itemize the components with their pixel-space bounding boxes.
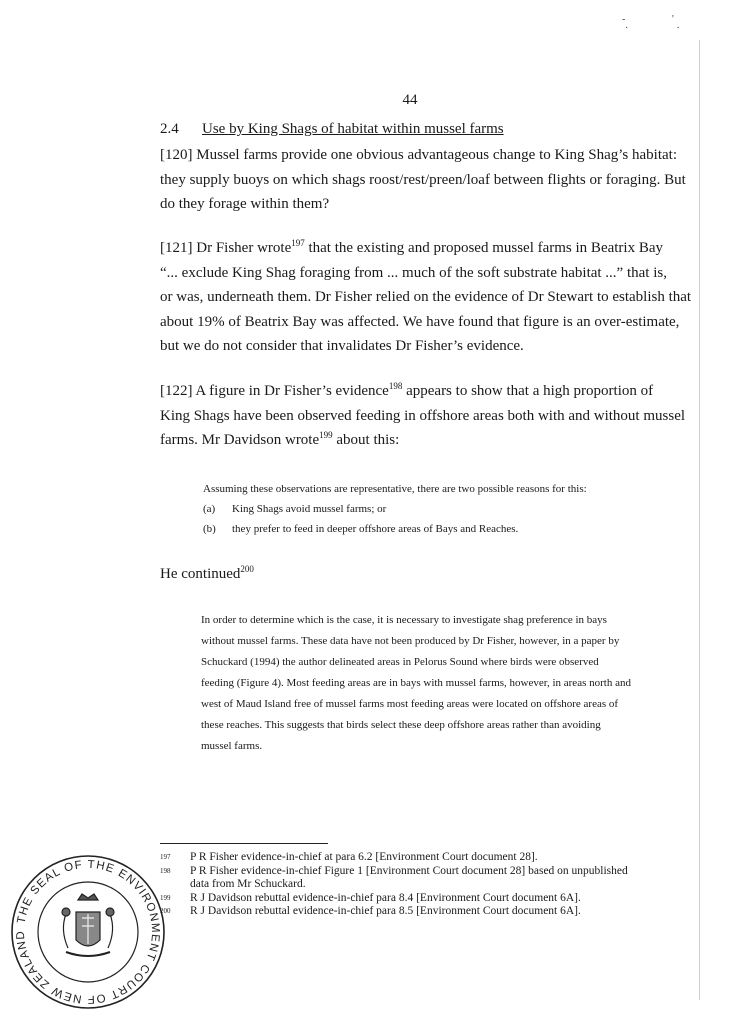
text-run: appears to show that a high proportion of [402, 383, 654, 399]
paragraph-line: but we do not consider that invalidates Dr Fisher’s evidence. [160, 338, 524, 354]
paragraph-line: or was, underneath them. Dr Fisher relied on the evidence of Dr Stewart to establish that [160, 289, 692, 305]
paragraph-line [160, 428, 700, 453]
footnote-199 [160, 892, 628, 906]
quote-line: west of Maud Island free of mussel farms most feeding areas were located on offshore areas of [201, 698, 619, 710]
list-item [203, 519, 587, 539]
list-item-text: King Shags avoid mussel farms; or [232, 503, 387, 515]
paragraph-line: about 19% of Beatrix Bay was affected. We have found that figure is an over-estimate, [160, 313, 680, 330]
paragraph-120 [160, 143, 700, 217]
text-run: [121] Dr Fisher wrote [160, 240, 292, 256]
quote-line: without mussel farms. These data have not been produced by Dr Fisher, however, in a paper by [201, 635, 620, 647]
paragraph-line: do they forage within them? [160, 196, 330, 212]
section-title: Use by King Shags of habitat within mussel farms [202, 121, 504, 137]
quote-line: Schuckard (1994) the author delineated areas in Pelorus Sound where birds were observed [201, 656, 599, 668]
seal-text: THE SEAL OF THE ENVIRONMENT COURT OF NEW ZEALAND [14, 858, 162, 1006]
scan-artifact: '. [672, 14, 680, 31]
footnote-number: 200 [160, 907, 171, 915]
section-number: 2.4 [160, 121, 179, 137]
list-item-label: (a) [203, 503, 216, 515]
footnote-198 [160, 865, 628, 892]
footnote-divider [160, 843, 328, 844]
paragraph-line: “... exclude King Shag foraging from ... much of the soft substrate habitat ...” that is, [160, 264, 667, 281]
footnote-ref-199[interactable]: 199 [319, 430, 333, 440]
court-seal [8, 852, 168, 1012]
paragraph-line: they supply buoys on which shags roost/rest/preen/loaf between flights or foraging. But [160, 171, 686, 188]
quote-line: In order to determine which is the case, it is necessary to investigate shag preference in bays [201, 614, 607, 626]
footnote-number: 198 [160, 866, 171, 875]
section-heading [160, 121, 504, 138]
quote-line: mussel farms. [201, 740, 263, 752]
text-run: He continued [160, 566, 241, 582]
footnote-197 [160, 851, 628, 865]
footnote-text: P R Fisher evidence-in-chief at para 6.2 [Environment Court document 28]. [190, 851, 538, 863]
page-number: 44 [402, 92, 418, 108]
paragraph-122 [160, 379, 700, 453]
footnote-text: R J Davidson rebuttal evidence-in-chief para 8.4 [Environment Court document 6A]. [190, 891, 581, 904]
quote-intro: Assuming these observations are representative, there are two possible reasons for this: [203, 483, 587, 495]
paragraph-line: King Shags have been observed feeding in offshore areas both with and without mussel [160, 407, 686, 424]
scan-artifact: -. [622, 14, 628, 31]
quote-reasons [203, 479, 587, 539]
paragraph-line: [120] Mussel farms provide one obvious advantageous change to King Shag’s habitat: [160, 147, 677, 163]
coat-of-arms-icon [62, 894, 114, 956]
footnote-ref-197[interactable]: 197 [291, 238, 305, 248]
paragraph-line [160, 379, 700, 404]
footnote-number: 197 [160, 853, 171, 861]
he-continued [160, 566, 254, 583]
footnote-200 [160, 905, 628, 919]
footnote-text: R J Davidson rebuttal evidence-in-chief para 8.5 [Environment Court document 6A]. [190, 905, 581, 917]
block-quote [201, 610, 689, 757]
text-run: farms. Mr Davidson wrote [160, 432, 320, 448]
paragraph-121 [160, 236, 700, 359]
text-run: about this: [332, 432, 400, 448]
footnote-number: 199 [160, 893, 171, 902]
footnote-ref-198[interactable]: 198 [388, 381, 403, 391]
quote-line: these reaches. This suggests that birds select these deep offshore areas rather than avoiding [201, 719, 601, 731]
list-item-text: they prefer to feed in deeper offshore areas of Bays and Reaches. [232, 523, 519, 535]
list-item [203, 499, 587, 519]
list-item-label: (b) [203, 523, 216, 535]
text-run: [122] A figure in Dr Fisher’s evidence [160, 383, 389, 399]
footnote-text: P R Fisher evidence-in-chief Figure 1 [Environment Court document 28] based on unpublished [190, 864, 628, 877]
paragraph-line [160, 236, 700, 261]
footnotes [160, 851, 628, 919]
quote-line: feeding (Figure 4). Most feeding areas are in bays with mussel farms, however, in areas north and [201, 677, 631, 689]
footnote-text: data from Mr Schuckard. [190, 878, 306, 890]
footnote-ref-200[interactable]: 200 [240, 564, 254, 574]
text-run: that the existing and proposed mussel farms in Beatrix Bay [304, 240, 663, 256]
